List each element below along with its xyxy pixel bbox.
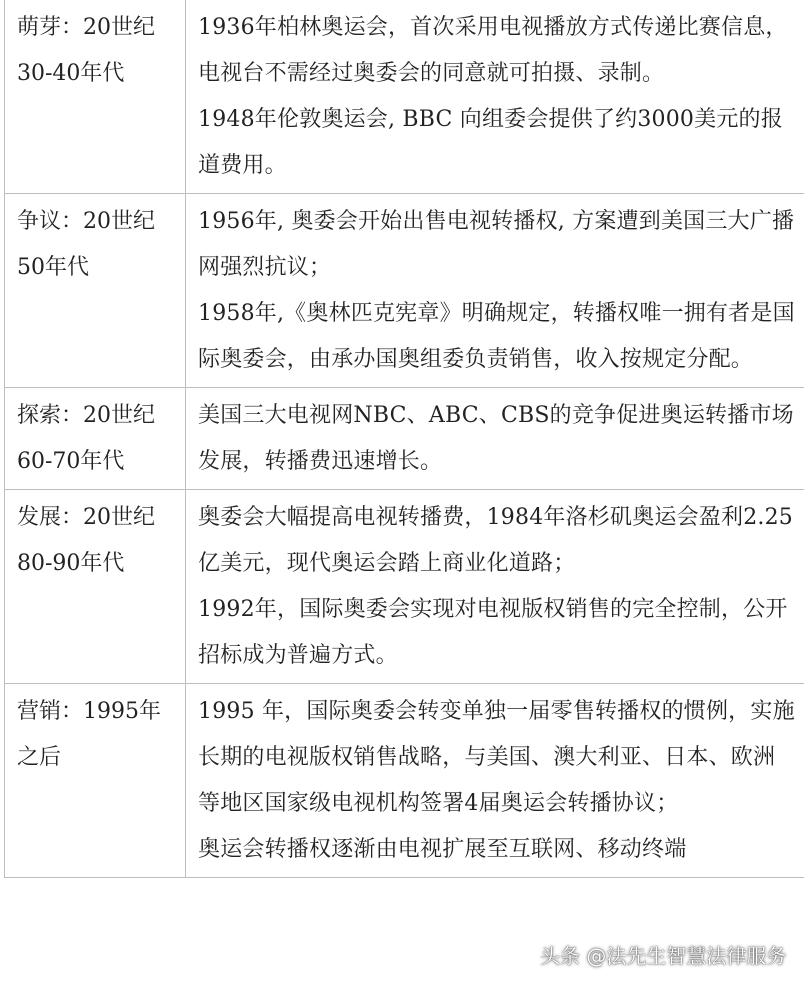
history-table bbox=[4, 0, 804, 878]
period-cell: 探索：20世纪60-70年代 bbox=[5, 388, 186, 490]
paragraph: 1936年柏林奥运会，首次采用电视播放方式传递比赛信息，电视台不需经过奥委会的同意就可拍摄、录制。 bbox=[198, 15, 788, 86]
paragraph: 1958年,《奥林匹克宪章》明确规定，转播权唯一拥有者是国际奥委会，由承办国奥组委负责销售，收入按规定分配。 bbox=[198, 301, 795, 372]
content-cell bbox=[186, 194, 804, 388]
table-row bbox=[5, 684, 804, 878]
table-row bbox=[5, 194, 804, 388]
paragraph: 奥委会大幅提高电视转播费，1984年洛杉矶奥运会盈利2.25亿美元，现代奥运会踏上商业化道路； bbox=[198, 505, 793, 576]
period-cell: 萌芽：20世纪30-40年代 bbox=[5, 0, 186, 194]
table-row bbox=[5, 0, 804, 194]
paragraph: 1948年伦敦奥运会, BBC 向组委会提供了约3000美元的报道费用。 bbox=[198, 107, 783, 178]
period-cell: 发展：20世纪80-90年代 bbox=[5, 490, 186, 684]
content-cell bbox=[186, 684, 804, 878]
paragraph: 1992年，国际奥委会实现对电视版权销售的完全控制，公开招标成为普遍方式。 bbox=[198, 597, 788, 668]
period-cell: 营销：1995年之后 bbox=[5, 684, 186, 878]
paragraph: 1995 年，国际奥委会转变单独一届零售转播权的惯例，实施长期的电视版权销售战略，与美国、澳大利亚、日本、欧洲等地区国家级电视机构签署4届奥运会转播协议； bbox=[198, 699, 795, 816]
content-cell bbox=[186, 490, 804, 684]
table-row bbox=[5, 388, 804, 490]
paragraph: 奥运会转播权逐渐由电视扩展至互联网、移动终端 bbox=[198, 837, 687, 862]
paragraph: 1956年, 奥委会开始出售电视转播权, 方案遭到美国三大广播网强烈抗议； bbox=[198, 209, 795, 280]
content-cell bbox=[186, 0, 804, 194]
source-watermark: 头条 @法先生智慧法律服务 bbox=[540, 944, 787, 968]
period-cell: 争议：20世纪50年代 bbox=[5, 194, 186, 388]
content-cell bbox=[186, 388, 804, 490]
paragraph: 美国三大电视网NBC、ABC、CBS的竞争促进奥运转播市场发展，转播费迅速增长。 bbox=[198, 403, 794, 474]
table-row bbox=[5, 490, 804, 684]
